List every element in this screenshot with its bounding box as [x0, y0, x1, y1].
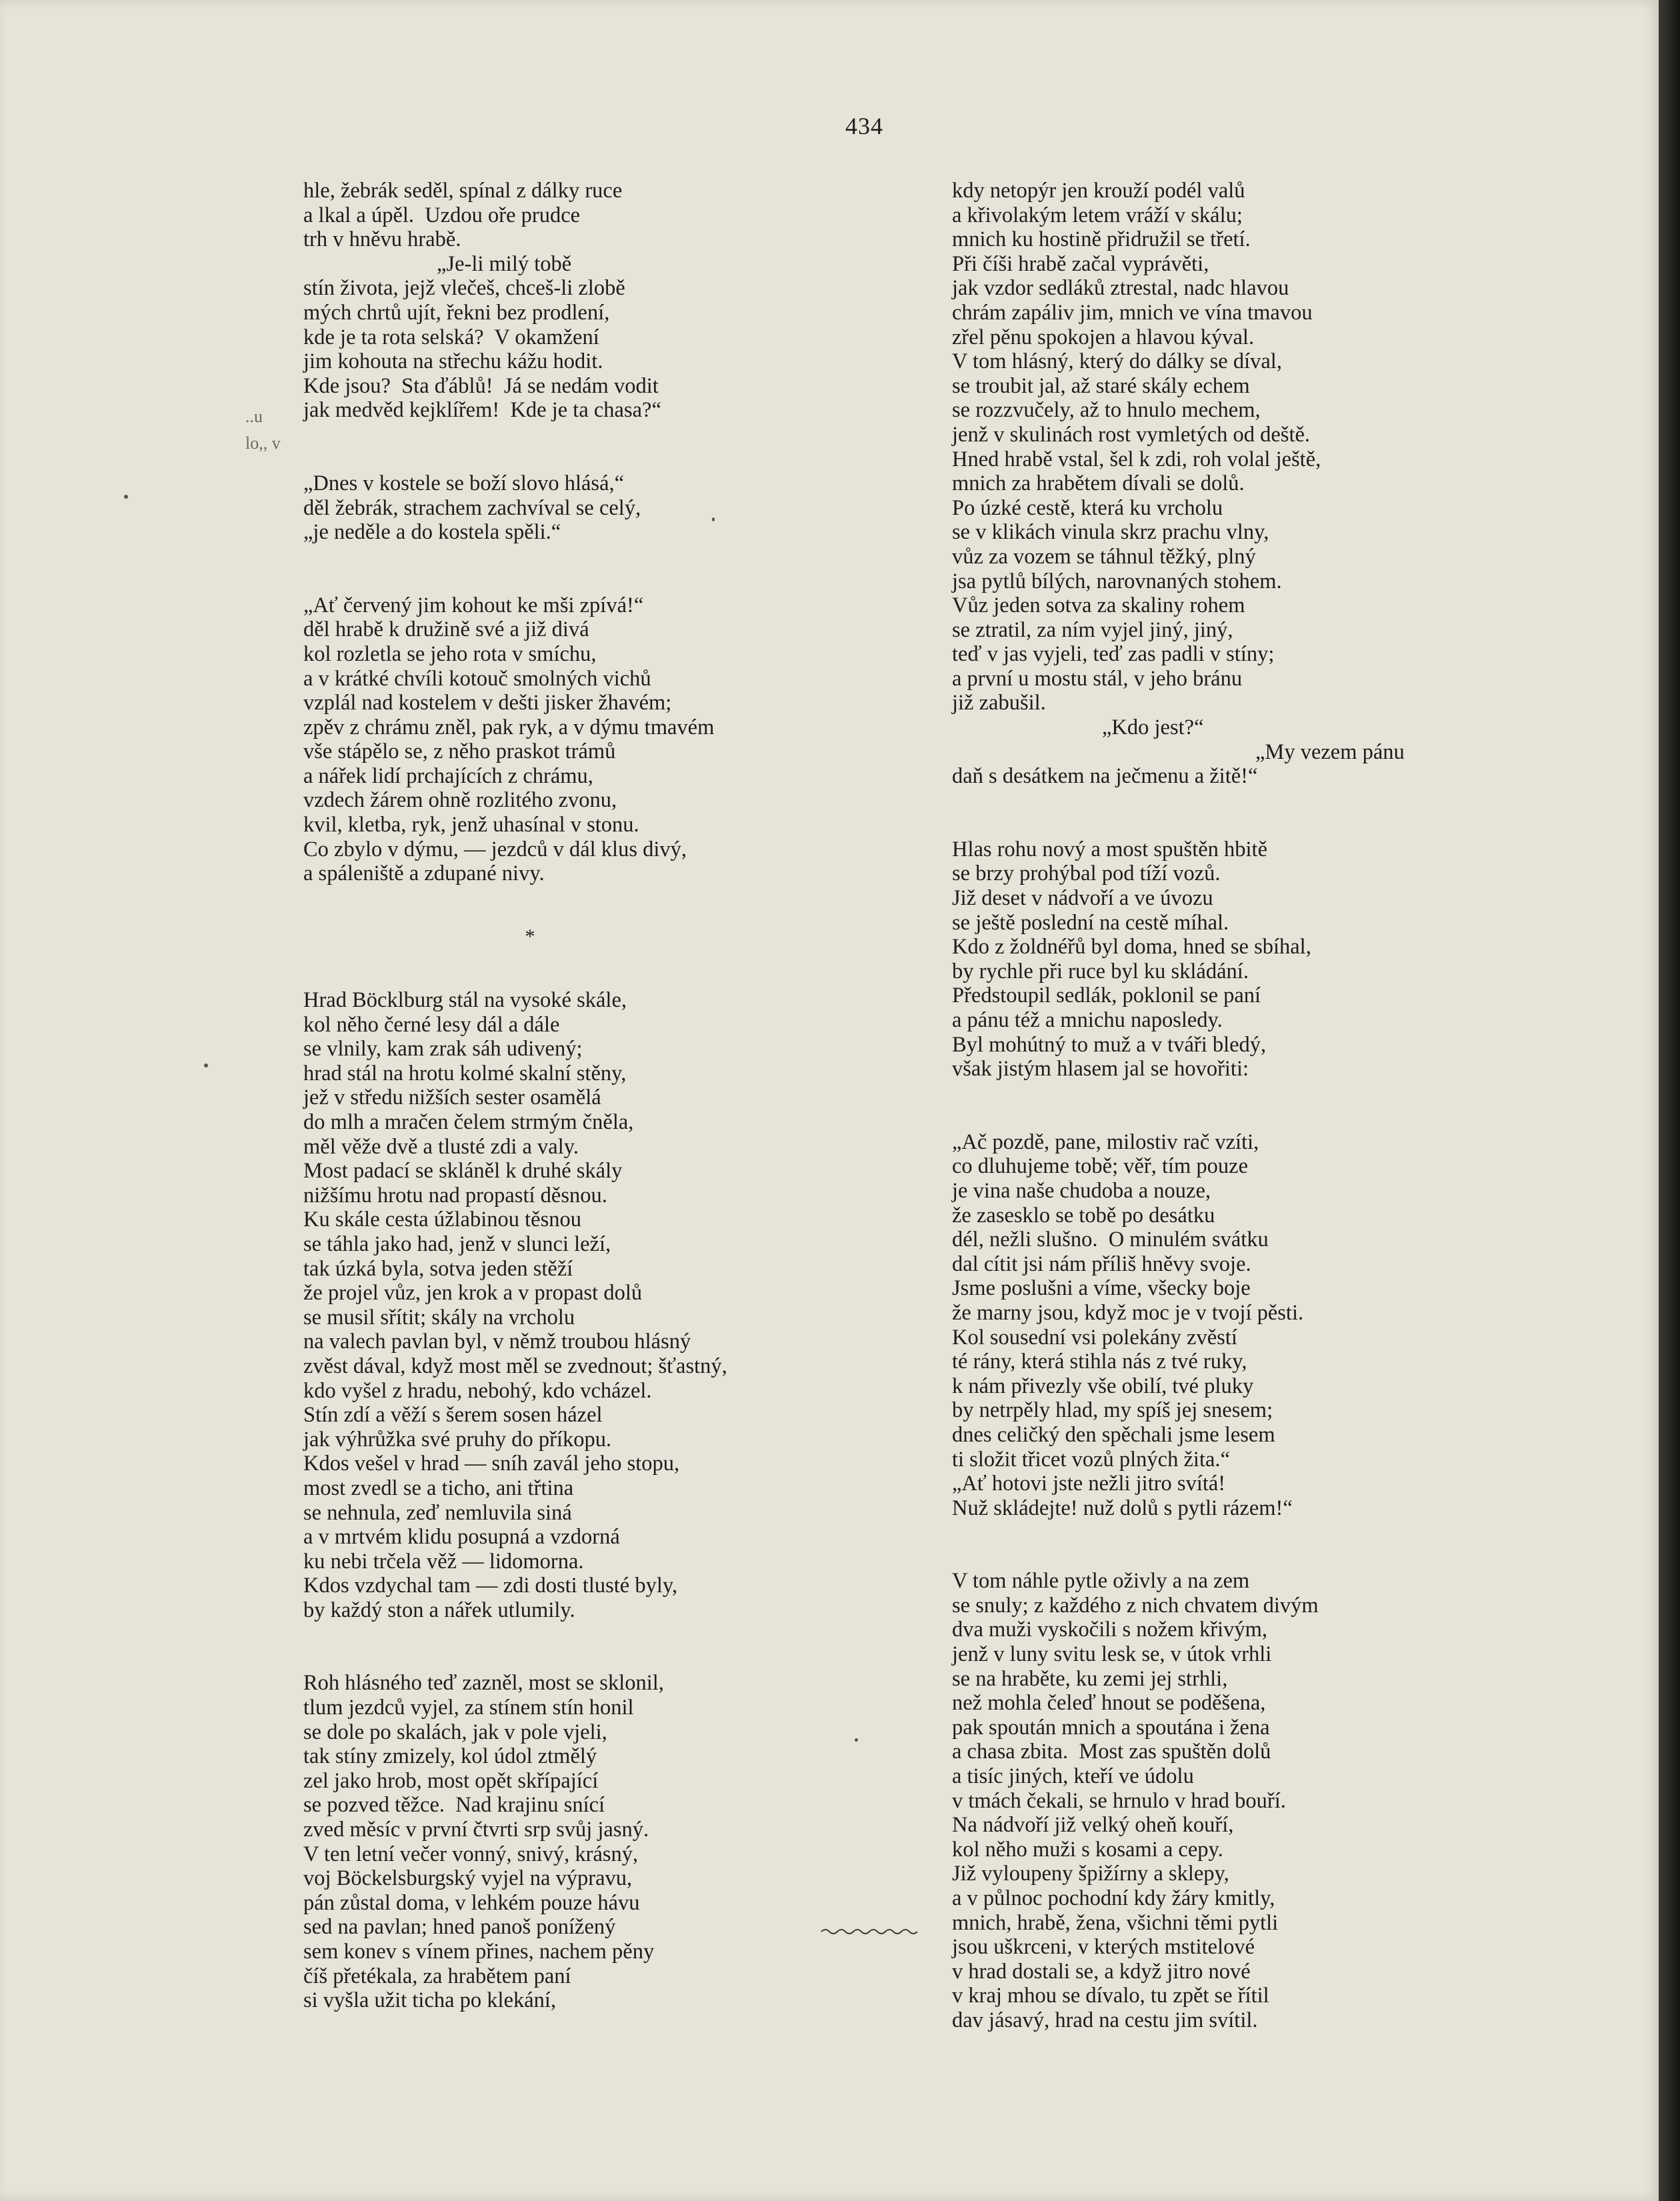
page-number: 434 [845, 113, 883, 139]
verse-line: té rány, která stihla nás z tvé ruky, [952, 1350, 1247, 1374]
verse-line: Po úzké cestě, která ku vrcholu [952, 495, 1223, 520]
verse-line: Hrad Böcklburg stál na vysoké skále, [303, 988, 627, 1013]
verse-line: měl věže dvě a tlusté zdi a valy. [303, 1134, 579, 1159]
verse-line: v kraj mhou se dívalo, tu zpět se řítil [952, 1984, 1269, 2008]
verse-line: kol rozletla se jeho rota v smíchu, [303, 641, 597, 666]
verse-line: „je neděle a do kostela spěli.“ [303, 520, 561, 545]
verse-line: tlum jezdců vyjel, za stínem stín honil [303, 1696, 634, 1720]
verse-line: Již vyloupeny špižírny a sklepy, [952, 1862, 1229, 1886]
verse-line: most zvedl se a ticho, ani třtina [303, 1476, 574, 1500]
verse-line: a v půlnoc pochodní kdy žáry kmitly, [952, 1886, 1275, 1910]
verse-line: Kde jsou? Sta ďáblů! Já se nedám vodit [303, 373, 659, 398]
verse-line: teď v jas vyjeli, teď zas padli v stíny; [952, 642, 1275, 667]
verse-line: a chasa zbita. Most zas spuštěn dolů [952, 1740, 1271, 1764]
verse-line: dal cítit jsi nám příliš hněvy svoje. [952, 1252, 1251, 1276]
verse-line: vzplál nad kostelem v dešti jisker žhavém; [303, 691, 672, 715]
verse-line: a v krátké chvíli kotouč smolných vichů [303, 666, 651, 691]
verse-line: voj Böckelsburgský vyjel na výpravu, [303, 1866, 633, 1891]
verse-line: se na hraběte, ku zemi jej strhli, [952, 1666, 1228, 1691]
verse-line: se snuly; z každého z nich chvatem divým [952, 1593, 1319, 1618]
verse-line: jsa pytlů bílých, narovnaných stohem. [952, 569, 1282, 593]
verse-line: vůz za vozem se táhnul těžký, plný [952, 544, 1256, 569]
verse-line: se nehnula, zeď nemluvila siná [303, 1500, 572, 1525]
margin-bleed-through [245, 403, 281, 457]
verse-line: ku nebi trčela věž — lidomorna. [303, 1549, 584, 1574]
stanza [303, 988, 823, 1622]
verse-line: Kol sousední vsi polekány zvěstí [952, 1325, 1237, 1350]
verse-line: chrám zapáliv jim, mnich ve vína tmavou [952, 300, 1313, 325]
verse-line: jak medvěd kejklířem! Kde je ta chasa?“ [303, 398, 661, 423]
verse-line: mých chrtů ujít, řekni bez prodlení, [303, 300, 610, 325]
verse-line: „Kdo jest?“ [1102, 715, 1204, 740]
verse-line: jak vzdor sedláků ztrestal, nadc hlavou [952, 276, 1289, 301]
verse-line: a první u mostu stál, v jeho bránu [952, 666, 1243, 691]
verse-line: Most padací se skláněl k druhé skály [303, 1159, 623, 1184]
verse-line: se troubit jal, až staré skály echem [952, 373, 1250, 398]
verse-line: než mohla čeleď hnout se poděšena, [952, 1691, 1266, 1716]
verse-line: do mlh a mračen čelem strmým čněla, [303, 1110, 634, 1134]
verse-line: Hned hrabě vstal, šel k zdi, roh volal ještě, [952, 447, 1321, 471]
verse-line: V tom hlásný, který do dálky se díval, [952, 349, 1282, 374]
verse-line: Co zbylo v dýmu, — jezdců v dál klus divý, [303, 837, 687, 861]
verse-line: v hrad dostali se, a když jitro nové [952, 1959, 1251, 1984]
verse-line: Již deset v nádvoří a ve úvozu [952, 886, 1213, 911]
verse-line: však jistým hlasem jal se hovořiti: [952, 1057, 1249, 1081]
stanza [303, 1671, 823, 2012]
verse-line: sem konev s vínem přines, nachem pěny [303, 1940, 655, 1964]
verse-line: mnich, hrabě, žena, všichni těmi pytli [952, 1910, 1279, 1935]
verse-line: Kdo z žoldnéřů byl doma, hned se sbíhal, [952, 935, 1311, 959]
verse-line: jež v středu nižších sester osamělá [303, 1085, 601, 1110]
verse-line: pán zůstal doma, v lehkém pouze hávu [303, 1890, 640, 1915]
stanza [952, 1569, 1472, 2032]
verse-line: Při číši hrabě začal vyprávěti, [952, 251, 1209, 276]
verse-line: ti složit třicet vozů plných žita.“ [952, 1447, 1230, 1472]
verse-line: Jsme poslušni a víme, všecky boje [952, 1276, 1251, 1301]
verse-line: by každý ston a nářek utlumily. [303, 1598, 575, 1622]
verse-line: „Ať hotovi jste nežli jitro svítá! [952, 1472, 1226, 1496]
verse-line: „Ať červený jim kohout ke mši zpívá!“ [303, 593, 644, 617]
print-speck [712, 517, 715, 521]
verse-line: již zabušil. [952, 691, 1046, 715]
verse-line: zved měsíc v první čtvrti srp svůj jasný. [303, 1818, 649, 1842]
verse-line: děl žebrák, strachem zachvíval se celý, [303, 495, 641, 520]
verse-line: tak úzká byla, sotva jeden stěží [303, 1256, 573, 1281]
print-speck [204, 1063, 208, 1067]
verse-line: „My vezem pánu [1255, 739, 1405, 764]
verse-line: nižšímu hrotu nad propastí děsnou. [303, 1183, 607, 1208]
verse-line: stín života, jejž vlečeš, chceš-li zlobě [303, 276, 625, 301]
verse-line: V tom náhle pytle oživly a na zem [952, 1569, 1250, 1594]
verse-line: dva muži vyskočili s nožem křivým, [952, 1618, 1267, 1642]
verse-line: se brzy prohýbal pod tíží vozů. [952, 861, 1221, 886]
stanza [303, 593, 823, 886]
verse-line: se dole po skalách, jak v pole vjeli, [303, 1720, 607, 1744]
verse-line: a pánu též a mnichu naposledy. [952, 1008, 1223, 1032]
print-speck [855, 1738, 858, 1742]
verse-line: si vyšla užit ticha po klekání, [303, 1988, 557, 2013]
verse-line: by netrpěly hlad, my spíš jej snesem; [952, 1398, 1273, 1423]
verse-line: vzdech žárem ohně rozlitého zvonu, [303, 788, 617, 813]
stanza [952, 179, 1472, 715]
left-column [303, 179, 823, 2013]
verse-line: „Dnes v kostele se boží slovo hlásá,“ [303, 471, 625, 495]
stanza [303, 276, 823, 423]
right-column [952, 179, 1472, 2033]
verse-line: se vlnily, kam zrak sáh udivený; [303, 1037, 583, 1061]
verse-line: Hlas rohu nový a most spuštěn hbitě [952, 837, 1268, 861]
stanza [952, 837, 1472, 1081]
verse-line: jenž v skulinách rost vymletých od deště. [952, 422, 1311, 447]
verse-line: Roh hlásného teď zazněl, most se sklonil, [303, 1671, 664, 1696]
verse-line: vše stápělo se, z něho praskot trámů [303, 739, 616, 764]
verse-line: se rozzvučely, až to hnulo mechem, [952, 398, 1261, 423]
verse-line: sed na pavlan; hned panoš ponížený [303, 1915, 616, 1940]
verse-line: mnich za hrabětem dívali se dolů. [952, 471, 1245, 496]
verse-line: jim kohouta na střechu kážu hodit. [303, 349, 603, 374]
verse-line: a lkal a úpěl. Uzdou oře prudce [303, 203, 581, 227]
verse-line: a nářek lidí prchajících z chrámu, [303, 763, 593, 788]
end-ornament-rule [820, 1926, 920, 1938]
verse-line: na valech pavlan byl, v němž troubou hlásný [303, 1330, 691, 1354]
verse-line: číš přetékala, za hrabětem paní [303, 1964, 571, 1988]
verse-line: mnich ku hostině přidružil se třetí. [952, 227, 1251, 252]
verse-line: „Ač pozdě, pane, milostiv rač vzíti, [952, 1130, 1259, 1154]
verse-line: pak spoután mnich a spoutána i žena [952, 1715, 1270, 1740]
verse-line: v tmách čekali, se hrnulo v hrad bouří. [952, 1788, 1286, 1813]
verse-line: Byl mohútný to muž a v tváři bledý, [952, 1032, 1267, 1057]
bleed-line: ..u [245, 407, 263, 426]
verse-line: že marny jsou, když moc je v tvojí pěsti. [952, 1300, 1304, 1325]
section-divider: * [525, 925, 535, 948]
verse-line: jak výhrůžka své pruhy do příkopu. [303, 1427, 612, 1452]
verse-line: se ještě poslední na cestě míhal. [952, 910, 1229, 935]
verse-line: tak stíny zmizely, kol údol ztmělý [303, 1744, 597, 1769]
verse-line: zel jako hrob, most opět skřípající [303, 1768, 599, 1793]
verse-line: V ten letní večer vonný, snivý, krásný, [303, 1842, 639, 1866]
verse-line: Kdos vzdychal tam — zdi dosti tlusté byly, [303, 1574, 678, 1598]
verse-line: jenž v luny svitu lesk se, v útok vrhli [952, 1642, 1272, 1667]
verse-line: dél, nežli slušno. O minulém svátku [952, 1228, 1269, 1252]
verse-line: se pozved těžce. Nad krajinu snící [303, 1793, 605, 1818]
stanza [952, 1130, 1472, 1521]
verse-line: a křivolakým letem vráží v skálu; [952, 203, 1243, 227]
verse-line: co dluhujeme tobě; věř, tím pouze [952, 1154, 1249, 1179]
verse-line: Ku skále cesta úžlabinou těsnou [303, 1208, 581, 1232]
verse-line: se v klikách vinula skrz prachu vlny, [952, 520, 1269, 545]
verse-line: hle, žebrák seděl, spínal z dálky ruce [303, 179, 623, 203]
verse-line: jsou uškrceni, v kterých mstitelové [952, 1935, 1255, 1960]
verse-line: se táhla jako had, jenž v slunci leží, [303, 1232, 611, 1256]
verse-line: Kdos vešel v hrad — sníh zavál jeho stopu, [303, 1452, 680, 1476]
verse-line: je vina naše chudoba a nouze, [952, 1178, 1211, 1203]
verse-line: dav jásavý, hrad na cestu jim svítil. [952, 2008, 1258, 2032]
verse-line: kde je ta rota selská? V okamžení [303, 325, 599, 349]
verse-line: Nuž skládejte! nuž dolů s pytli rázem!“ [952, 1496, 1293, 1520]
verse-line: zřel pěnu spokojen a hlavou kýval. [952, 325, 1255, 349]
verse-line: zvěst dával, když most měl se zvednout; šťastný, [303, 1354, 727, 1378]
verse-line: kdy netopýr jen krouží podél valů [952, 179, 1245, 203]
verse-line: zpěv z chrámu zněl, pak ryk, a v dýmu tmavém [303, 715, 715, 739]
verse-line: by rychle při ruce byl ku skládání. [952, 959, 1249, 983]
verse-line: trh v hněvu hrabě. [303, 227, 461, 252]
verse-line: kol něho muži s kosami a cepy. [952, 1837, 1223, 1862]
verse-line: Na nádvoří již velký oheň kouří, [952, 1813, 1234, 1838]
verse-line: k nám přivezly vše obilí, tvé pluky [952, 1374, 1254, 1398]
stanza [303, 471, 823, 545]
verse-line: Předstoupil sedlák, poklonil se paní [952, 983, 1261, 1008]
bleed-line: lo,, v [245, 433, 281, 453]
verse-line: Stín zdí a věží s šerem sosen házel [303, 1403, 603, 1428]
verse-line: „Je-li milý tobě [437, 251, 572, 276]
verse-line: dnes celičký den spěchali jsme lesem [952, 1422, 1275, 1447]
verse-line: se ztratil, za ním vyjel jiný, jiný, [952, 617, 1233, 642]
verse-line: daň s desátkem na ječmenu a žitě!“ [952, 764, 1258, 789]
verse-line: hrad stál na hrotu kolmé skalní stěny, [303, 1061, 627, 1085]
verse-line: kdo vyšel z hradu, nebohý, kdo vcházel. [303, 1378, 652, 1403]
stanza [303, 179, 823, 252]
verse-line: se musil sřítit; skály na vrcholu [303, 1305, 575, 1330]
verse-line: a spáleniště a zdupané nivy. [303, 861, 545, 886]
verse-line: kvil, kletba, ryk, jenž uhasínal v stonu. [303, 813, 639, 837]
verse-line: kol něho černé lesy dál a dále [303, 1012, 560, 1037]
verse-line: že zasesklo se tobě po desátku [952, 1203, 1215, 1228]
scan-edge [1659, 0, 1680, 2201]
verse-line: a tisíc jiných, kteří ve údolu [952, 1764, 1194, 1789]
print-speck [124, 495, 128, 499]
verse-line: děl hrabě k družině své a již divá [303, 617, 589, 642]
verse-line: že projel vůz, jen krok a v propast dolů [303, 1281, 643, 1306]
verse-line: Vůz jeden sotva za skaliny rohem [952, 593, 1245, 618]
verse-line: a v mrtvém klidu posupná a vzdorná [303, 1525, 620, 1550]
